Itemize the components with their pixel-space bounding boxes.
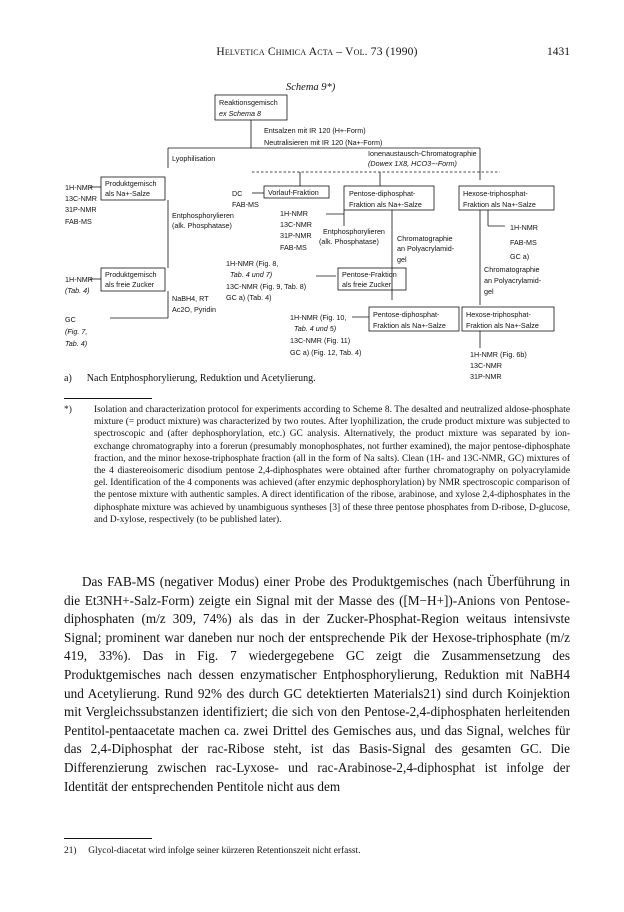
chrom-poly-line2: an Polyacrylamid- [397, 244, 455, 253]
left-nmr-13c: 13C-NMR [65, 194, 97, 203]
pentose-dp-line1: Pentose-diphosphat- [349, 189, 416, 198]
mid-fabms: FAB-MS [280, 243, 307, 252]
pg2-box-line2: als freie Zucker [105, 280, 155, 289]
footnote-21-mark: 21) [64, 846, 77, 856]
footnote-21 [64, 846, 570, 856]
bot-right-line2: 13C-NMR [470, 361, 502, 370]
fabms-mid-label: FAB-MS [232, 200, 259, 209]
running-title: Helvetica Chimica Acta – Vol. 73 (1990) [216, 46, 418, 58]
mid-entph-line1: Entphosphorylieren [323, 227, 385, 236]
left-fabms: FAB-MS [65, 217, 92, 226]
mid-nmr-31p: 31P-NMR [280, 231, 312, 240]
mid2-line4: GC a) (Tab. 4) [226, 293, 272, 302]
bot-mid-line1: 1H-NMR (Fig. 10, [290, 313, 347, 322]
box-top-line2: ex Schema 8 [219, 109, 261, 118]
pf-box-line2: als freie Zucker [342, 280, 392, 289]
right-nmr: 1H-NMR [510, 223, 538, 232]
mid2-line1: 1H-NMR (Fig. 8, [226, 259, 279, 268]
hexose-tp-line2: Fraktion als Na+-Salze [463, 200, 536, 209]
dc-label: DC [232, 189, 243, 198]
gc-left-1: GC [65, 315, 76, 324]
pdp2-line1: Pentose-diphosphat- [373, 310, 440, 319]
mid2-line2: Tab. 4 und 7) [230, 270, 273, 279]
htp2-line1: Hexose-triphosphat- [466, 310, 531, 319]
footnote-rule-2 [64, 838, 152, 839]
step-neutralize: Neutralisieren mit IR 120 (Na+-Form) [264, 138, 383, 147]
chrom-poly-line1: Chromatographie [397, 234, 453, 243]
page-number: 1431 [547, 46, 570, 58]
ac2o-label: Ac2O, Pyridin [172, 305, 216, 314]
body-paragraph-text: Das FAB-MS (negativer Modus) einer Probe des Produktgemisches (nach Überführung in die Et3NH+-Salz-Form) zeigte ein Signal mit der Masse des ([M−H+])-Anions von Pentose-diphosphaten (m/z 309, 74%) als das in der Zucker-Phosphat-Region weitaus intensivste Signal; prominent war daneben nur noch der entsprechende Pik der Hexose-triphosphate (m/z 419, 33%). Das in Fig. 7 wiedergegebene GC zeigt die Zusammensetzung des Produktgemisches nach dessen enzymatischer Entphosphorylierung, Reduktion mit NaBH4 und Acetylierung. Rund 92% des durch GC detektierten Materials21) sind durch Koinjektion mit Vergleichssubstanzen identifiziert; die sich von den Pentose-2,4-diphosphaten herleitenden Pentitol-pentaacetate machen ca. zwei Drittel des Gemisches aus, und das Signal, welches für das 2,4-Diphosphat der rac-Ribose steht, ist das Basis-Signal des gesamten GC. Die Differenzierung zwischen rac-Lyxose- und rac-Arabinose-2,4-diphosphat ist infolge der Identität der entsprechenden Pentitole nicht aus dem [64, 574, 570, 794]
step-desalt: Entsalzen mit IR 120 (H+-Form) [264, 126, 366, 135]
mid-nmr-1h: 1H-NMR [280, 209, 308, 218]
chrom-right-line1: Chromatographie [484, 265, 540, 274]
box-top-line1: Reaktionsgemisch [219, 98, 278, 107]
entph-left-line1: Entphosphorylieren [172, 211, 234, 220]
pdp2-line2: Fraktion als Na+-Salze [373, 321, 446, 330]
footnote-21-text: Glycol-diacetat wird infolge seiner kürzeren Retentionszeit nicht erfasst. [88, 846, 361, 856]
scheme-note [64, 373, 570, 384]
chrom-poly-line3: gel [397, 255, 407, 264]
footnote-star-mark: *) [64, 405, 72, 415]
entph-left-line2: (alk. Phosphatase) [172, 221, 232, 230]
lyophilisation-label: Lyophilisation [172, 154, 216, 163]
hexose-tp-line1: Hexose-triphosphat- [463, 189, 528, 198]
bot-mid-line2: Tab. 4 und 5) [294, 324, 337, 333]
pg-box-line2: als Na+-Salze [105, 189, 150, 198]
right-gc: GC a) [510, 252, 530, 261]
pf-box-line1: Pentose-Fraktion [342, 270, 397, 279]
ion-exchange-line1: Ionenaustausch-Chromatographie [368, 149, 477, 158]
htp2-line2: Fraktion als Na+-Salze [466, 321, 539, 330]
left-nmr-31p: 31P-NMR [65, 205, 97, 214]
bot-right-line3: 31P-NMR [470, 372, 502, 380]
scheme-9-diagram [0, 0, 624, 380]
left-nmr2: 1H-NMR [65, 275, 93, 284]
scheme-note-text: Nach Entphosphorylierung, Reduktion und Acetylierung. [86, 373, 316, 384]
bot-mid-line3: 13C-NMR (Fig. 11) [290, 336, 351, 345]
footnote-rule [64, 398, 152, 399]
body-paragraph [64, 573, 570, 796]
chrom-right-line2: an Polyacrylamid- [484, 276, 542, 285]
mid-entph-line2: (alk. Phosphatase) [319, 237, 379, 246]
gc-left-3: Tab. 4) [65, 339, 88, 348]
bot-right-line1: 1H-NMR (Fig. 6b) [470, 350, 527, 359]
scheme-title: Schema 9*) [286, 82, 336, 93]
chrom-right-line3: gel [484, 287, 494, 296]
pg2-box-line1: Produktgemisch [105, 270, 157, 279]
left-tab4: (Tab. 4) [65, 286, 90, 295]
pg-box-line1: Produktgemisch [105, 179, 157, 188]
pentose-dp-line2: Fraktion als Na+-Salze [349, 200, 422, 209]
forerun-label: Vorlauf-Fraktion [268, 188, 319, 197]
mid2-line3: 13C-NMR (Fig. 9, Tab. 8) [226, 282, 307, 291]
right-fabms: FAB-MS [510, 238, 537, 247]
ion-exchange-line2: (Dowex 1X8, HCO3−-Form) [368, 159, 457, 168]
nabh4-label: NaBH4, RT [172, 294, 209, 303]
gc-left-2: (Fig. 7, [65, 327, 88, 336]
scheme-note-mark: a) [64, 373, 72, 384]
footnote-star [64, 404, 570, 526]
mid-nmr-13c: 13C-NMR [280, 220, 312, 229]
left-nmr-1h: 1H-NMR [65, 183, 93, 192]
footnote-star-text: Isolation and characterization protocol for experiments according to Scheme 8. The desalted and neutralized aldose-phosphate mixture (= product mixture) was characterized by two routes. After lyophilization, the crude product mixture was subjected to spectroscopic and (after dephosphorylation, etc.) GC analysis. Alternatively, the product mixture was separated by ion-exchange chromatography into a forerun (presumably monophosphates, not further examined), the major pentose-diphosphate fraction, and the minor hexose-triphosphate fraction (all in the form of Na salts). Clean (1H- and 13C-NMR, GC) mixtures of the 4 diastereoisomeric disodium pentose 2,4-diphosphates were obtained after further chromatography on polyacrylamide gel. Identification of the 4 components was achieved (after enzymic dephosphorylation) by NMR spectroscopic comparison of the pentose mixture with authentic samples. A direct identification of the ribose, arabinose, and xylose 2,4-diphosphates in the diphosphate mixture was achieved by unambiguous syntheses [3] of these three pentose phosphates from D-ribose, D-glucose, and D-xylose, respectively (to be published later). [94, 405, 570, 525]
bot-mid-line4: GC a) (Fig. 12, Tab. 4) [290, 348, 362, 357]
